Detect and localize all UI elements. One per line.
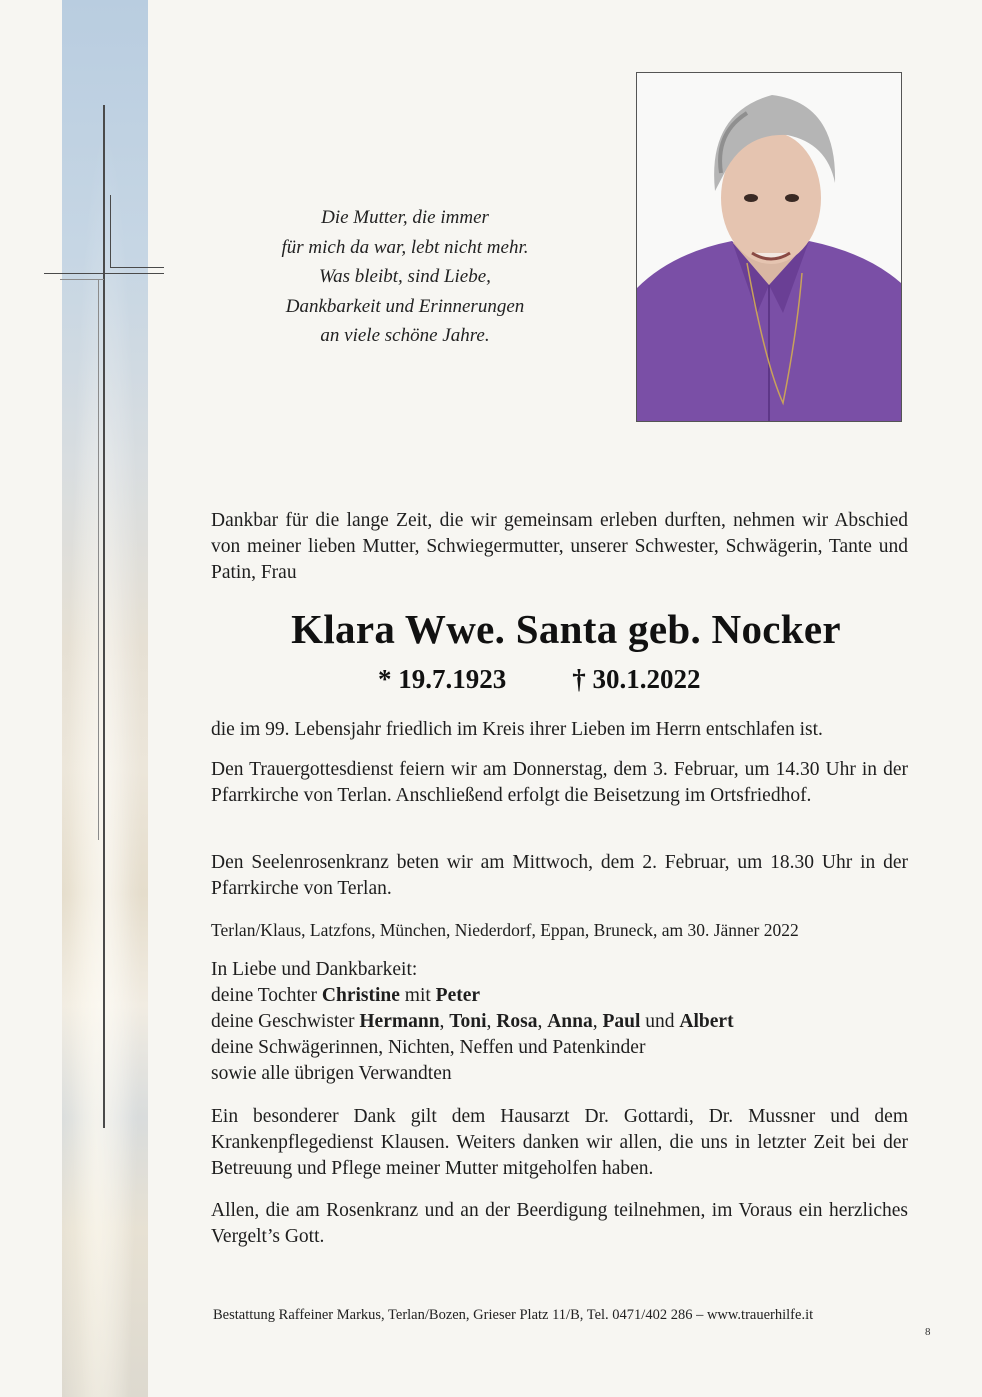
family-siblings-line: deine Geschwister Hermann, Toni, Rosa, Anna, Paul und Albert: [211, 1011, 734, 1032]
sibling-name: Anna: [547, 1011, 593, 1032]
verse-line: Dankbarkeit und Erinnerungen: [285, 295, 525, 317]
daughter-partner-name: Peter: [435, 985, 481, 1006]
sibling-name: Albert: [679, 1011, 734, 1032]
passing-paragraph: die im 99. Lebensjahr friedlich im Kreis ihrer Lieben im Herrn entschlafen ist.: [211, 719, 823, 740]
sibling-name: Rosa: [496, 1011, 538, 1032]
birth-date: * 19.7.1923: [378, 664, 507, 694]
life-dates: [378, 664, 701, 695]
daughter-name: Christine: [321, 985, 400, 1006]
family-list: [211, 957, 908, 1087]
funeral-home-footer: Bestattung Raffeiner Markus, Terlan/Bozen, Grieser Platz 11/B, Tel. 0471/402 286 – www.trauerhilfe.it: [213, 1307, 814, 1323]
funeral-service-paragraph: Den Trauergottesdienst feiern wir am Donnerstag, dem 3. Februar, um 14.30 Uhr in der Pfarrkirche von Terlan. Anschließend erfolgt die Beisetzung im Ortsfriedhof.: [211, 759, 908, 806]
family-heading: In Liebe und Dankbarkeit:: [211, 959, 418, 980]
verse-line: Was bleibt, sind Liebe,: [319, 266, 491, 287]
portrait-photo: [636, 72, 902, 422]
farewell-paragraph: Allen, die am Rosenkranz und an der Beerdigung teilnehmen, im Voraus ein herzliches Vergelt’s Gott.: [211, 1200, 908, 1247]
rosary-paragraph: Den Seelenrosenkranz beten wir am Mittwoch, dem 2. Februar, um 18.30 Uhr in der Pfarrkirche von Terlan.: [211, 852, 908, 899]
memorial-verse: [230, 203, 580, 351]
death-date: † 30.1.2022: [572, 664, 701, 694]
verse-line: Die Mutter, die immer: [321, 207, 489, 228]
decorative-side-band: [62, 0, 148, 1397]
deceased-name: Klara Wwe. Santa geb. Nocker: [291, 606, 841, 652]
family-relatives-line: sowie alle übrigen Verwandten: [211, 1063, 452, 1084]
thanks-paragraph: Ein besonderer Dank gilt dem Hausarzt Dr. Gottardi, Dr. Mussner und dem Krankenpflegedienst Klausen. Weiters danken wir allen, die uns in letzter Zeit bei der Betreuung und Pflege meiner Mutter mitgeholfen haben.: [211, 1106, 908, 1179]
family-in-laws-line: deine Schwägerinnen, Nichten, Neffen und Patenkinder: [211, 1037, 646, 1058]
sibling-name: Toni: [449, 1011, 487, 1032]
family-daughter-line: deine Tochter Christine mit Peter: [211, 985, 481, 1006]
places-and-date: Terlan/Klaus, Latzfons, München, Niederdorf, Eppan, Bruneck, am 30. Jänner 2022: [211, 920, 799, 940]
verse-line: für mich da war, lebt nicht mehr.: [281, 236, 529, 258]
intro-paragraph: Dankbar für die lange Zeit, die wir gemeinsam erleben durften, nehmen wir Abschied von meiner lieben Mutter, Schwiegermutter, unserer Schwester, Schwägerin, Tante und Patin, Frau: [211, 510, 908, 583]
verse-line: an viele schöne Jahre.: [320, 325, 490, 346]
sibling-name: Paul: [602, 1011, 641, 1032]
page-number: 8: [925, 1326, 931, 1338]
sibling-name: Hermann: [359, 1011, 440, 1032]
